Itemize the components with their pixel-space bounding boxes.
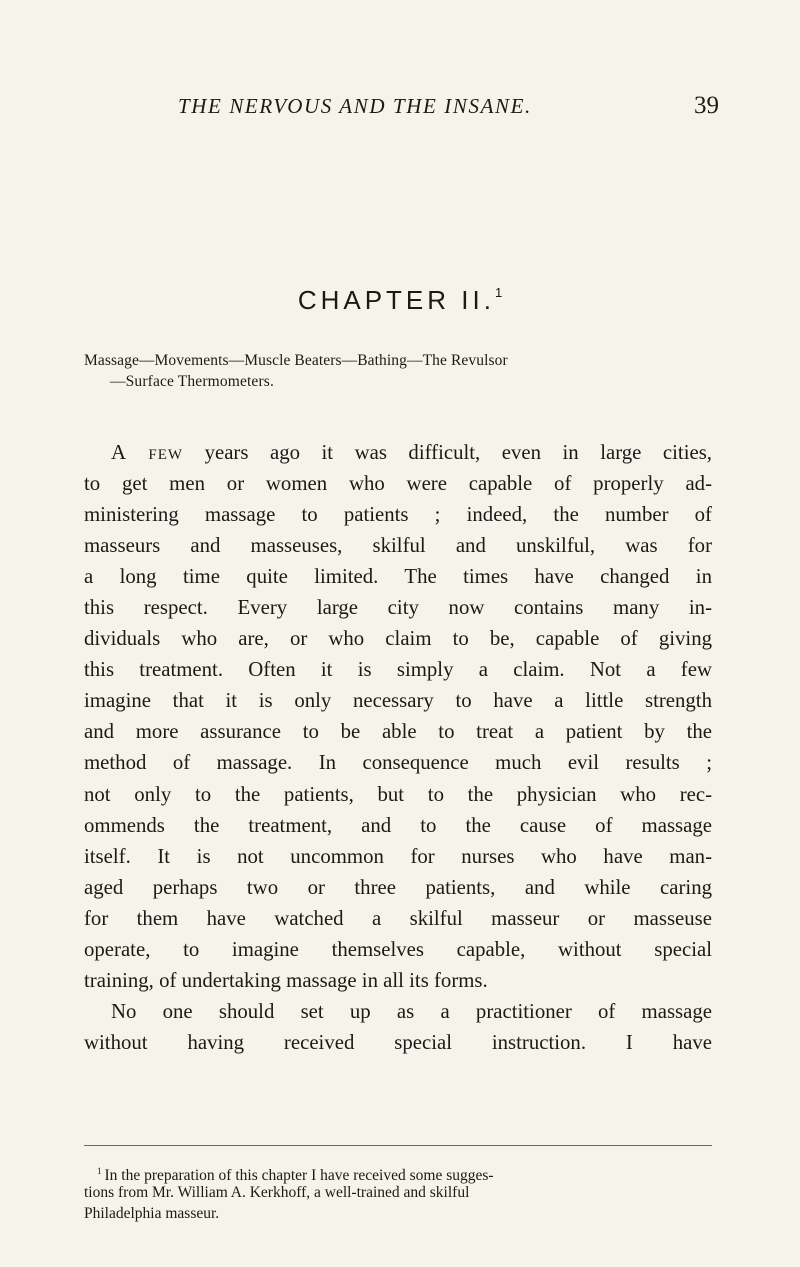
text-line: a long time quite limited. The times have changed in xyxy=(84,565,712,589)
chapter-title-text: CHAPTER II. xyxy=(297,285,495,315)
text-line: this treatment. Often it is simply a claim. Not a few xyxy=(84,658,712,682)
footnote-line: $^1$ In the preparation of this chapter I have received some sugges- xyxy=(97,1166,494,1184)
text-line: itself. It is not uncommon for nurses who have man- xyxy=(84,844,712,868)
text-line: masseurs and masseuses, skilful and unskilful, was for xyxy=(84,534,712,558)
footnote-divider xyxy=(84,1145,712,1146)
synopsis-line: Massage—Movements—Muscle Beaters—Bathing—The Revulsor xyxy=(84,352,508,369)
text-line: and more assurance to be able to treat a patient by the xyxy=(84,720,712,744)
running-title: THE NERVOUS AND THE INSANE. xyxy=(178,94,532,118)
text-line: training, of undertaking massage in all its forms. xyxy=(84,968,488,992)
text-line: not only to the patients, but to the physician who rec- xyxy=(84,782,712,806)
text-line: method of massage. In consequence much evil results ; xyxy=(84,751,712,775)
body-text xyxy=(84,437,712,1058)
page-number: 39 xyxy=(694,92,719,119)
text-line: aged perhaps two or three patients, and while caring xyxy=(84,875,712,899)
text-line: ministering massage to patients ; indeed, the number of xyxy=(84,503,712,527)
text-line: without having received special instruction. I have xyxy=(84,1030,712,1054)
text-line: imagine that it is only necessary to have a little strength xyxy=(84,689,712,713)
synopsis-line: —Surface Thermometers. xyxy=(110,373,274,390)
lead-word: A few xyxy=(111,441,184,464)
text-line: for them have watched a skilful masseur or masseuse xyxy=(84,906,712,930)
text-line: this respect. Every large city now contains many in- xyxy=(84,596,712,620)
footnote xyxy=(84,1161,712,1224)
text-line: A few years ago it was difficult, even in large cities, xyxy=(111,441,713,464)
chapter-title xyxy=(0,285,800,316)
text-line: to get men or women who were capable of properly ad- xyxy=(84,472,712,496)
footnote-line: Philadelphia masseur. xyxy=(84,1205,220,1222)
text-line: ommends the treatment, and to the cause of massage xyxy=(84,813,712,837)
text-line: dividuals who are, or who claim to be, capable of giving xyxy=(84,627,712,651)
text-line: No one should set up as a practitioner of massage xyxy=(111,999,712,1023)
footnote-marker: 1 xyxy=(97,1166,102,1176)
text-line: operate, to imagine themselves capable, without special xyxy=(84,937,712,961)
footnote-line: tions from Mr. William A. Kerkhoff, a well-trained and skilful xyxy=(84,1184,470,1201)
running-head xyxy=(0,94,800,134)
chapter-footnote-marker: 1 xyxy=(494,285,503,300)
